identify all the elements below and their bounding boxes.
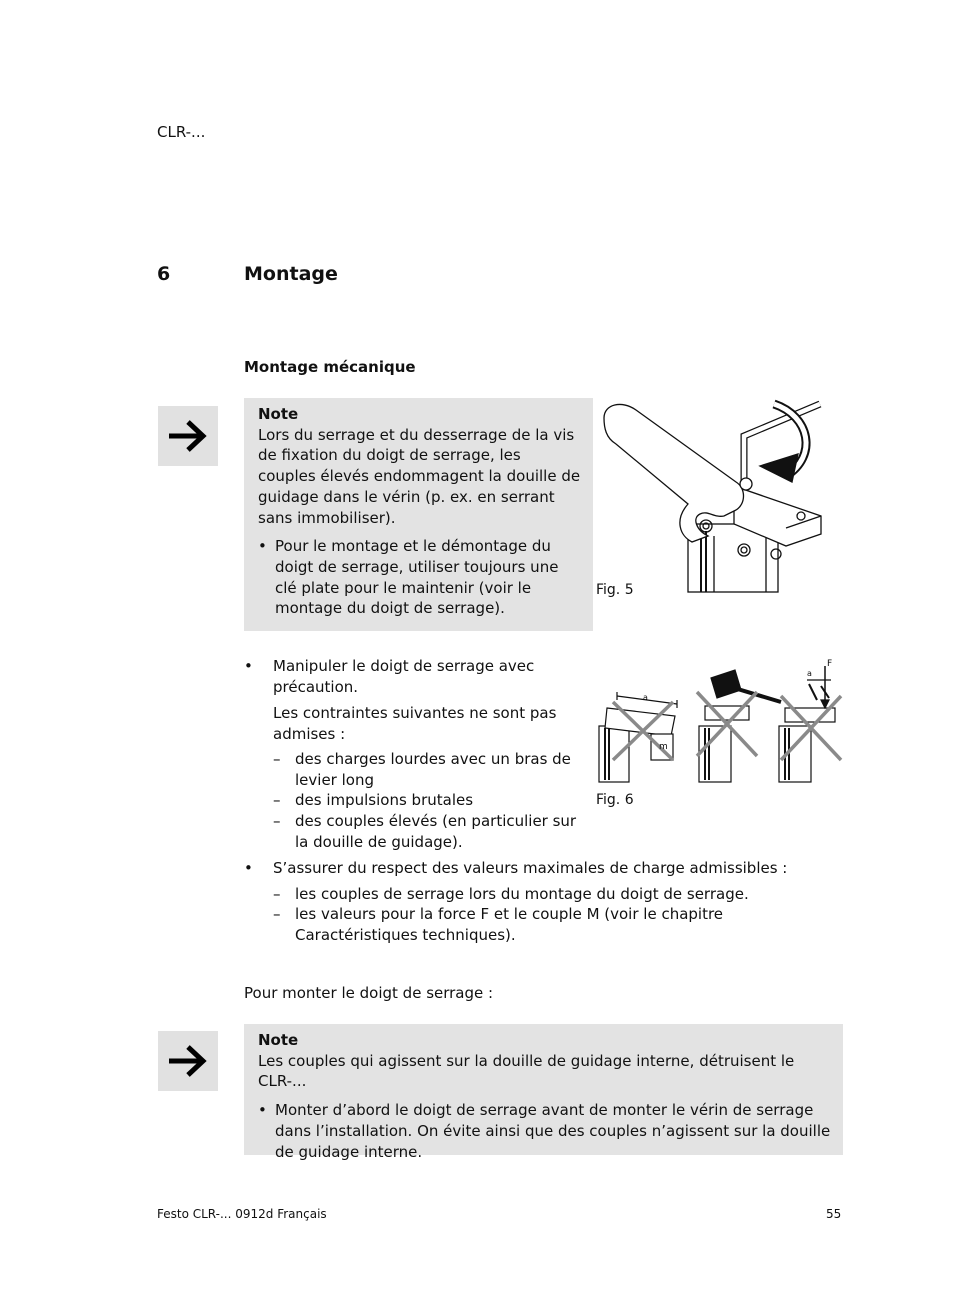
instruction-list (244, 656, 584, 852)
document-code: CLR-... (157, 123, 206, 141)
subsection-title: Montage mécanique (244, 358, 416, 376)
note-bullet: • Pour le montage et le démontage du doigt de serrage, utiliser toujours une clé plate pour le maintenir (voir le montage du doigt de serrage). (258, 536, 581, 619)
note-title: Note (258, 1031, 299, 1049)
mounting-intro: Pour monter le doigt de serrage : (244, 984, 494, 1002)
note-text: Les couples qui agissent sur la douille de guidage interne, détruisent le CLR-... (258, 1051, 795, 1091)
note-bullet: • Monter d’abord le doigt de serrage avant de monter le vérin de serrage dans l’installation. On évite ainsi que des couples n’agissent sur la douille de guidage interne. (258, 1100, 831, 1162)
section-title: Montage (244, 263, 338, 285)
constraint-item: – des charges lourdes avec un bras de levier long (273, 749, 584, 790)
constraint-item: – des impulsions brutales (273, 790, 584, 811)
note-bullet-list (258, 1100, 831, 1162)
instruction-item (244, 656, 584, 852)
note-box-guide-bushing (244, 1024, 843, 1161)
page-number: 55 (826, 1207, 842, 1221)
fig6-caption: Fig. 6 (596, 792, 634, 808)
fig6-prohibited-loads-illustration (595, 656, 845, 786)
fig6-label-f: F (827, 659, 833, 669)
load-limit-list (273, 884, 844, 946)
note-arrow-marker (158, 1031, 218, 1091)
arrow-right-icon (166, 418, 210, 454)
fig6-label-a2: a (807, 669, 812, 678)
fig5-wrench-illustration (596, 396, 828, 594)
instruction-block-2 (244, 858, 844, 946)
footer-document-info: Festo CLR-... 0912d Français (157, 1207, 327, 1221)
constraint-item: – des couples élevés (en particulier sur la douille de guidage). (273, 811, 584, 852)
note-arrow-marker (158, 406, 218, 466)
instruction-text: Manipuler le doigt de serrage avec précaution. (273, 657, 535, 696)
note-text: Lors du serrage et du desserrage de la vis de fixation du doigt de serrage, les couples élevés endommagent la douille de guidage dans le vérin (p. ex. en serrant sans immobiliser). (258, 425, 581, 527)
bullet-marker: • (244, 859, 253, 877)
instruction-item (244, 858, 844, 946)
load-limit-item: – les couples de serrage lors du montage du doigt de serrage. (273, 884, 844, 905)
constraint-intro: Les contraintes suivantes ne sont pas admises : (273, 704, 557, 744)
instruction-list (244, 858, 844, 946)
fig6-label-m: m (659, 742, 668, 752)
constraint-list (273, 749, 584, 853)
fig6-label-a: a (643, 693, 648, 702)
arrow-right-icon (166, 1043, 210, 1079)
note-bullet-list (258, 536, 581, 619)
load-limit-item: – les valeurs pour la force F et le couple M (voir le chapitre Caractéristiques techniques). (273, 904, 844, 945)
bullet-marker: • (244, 657, 253, 675)
note-box-wrench (244, 398, 593, 631)
section-number: 6 (157, 263, 171, 285)
instruction-block-1 (244, 656, 584, 852)
instruction-text: S’assurer du respect des valeurs maximales de charge admissibles : (273, 859, 788, 877)
fig5-caption: Fig. 5 (596, 582, 634, 598)
note-title: Note (258, 405, 299, 423)
